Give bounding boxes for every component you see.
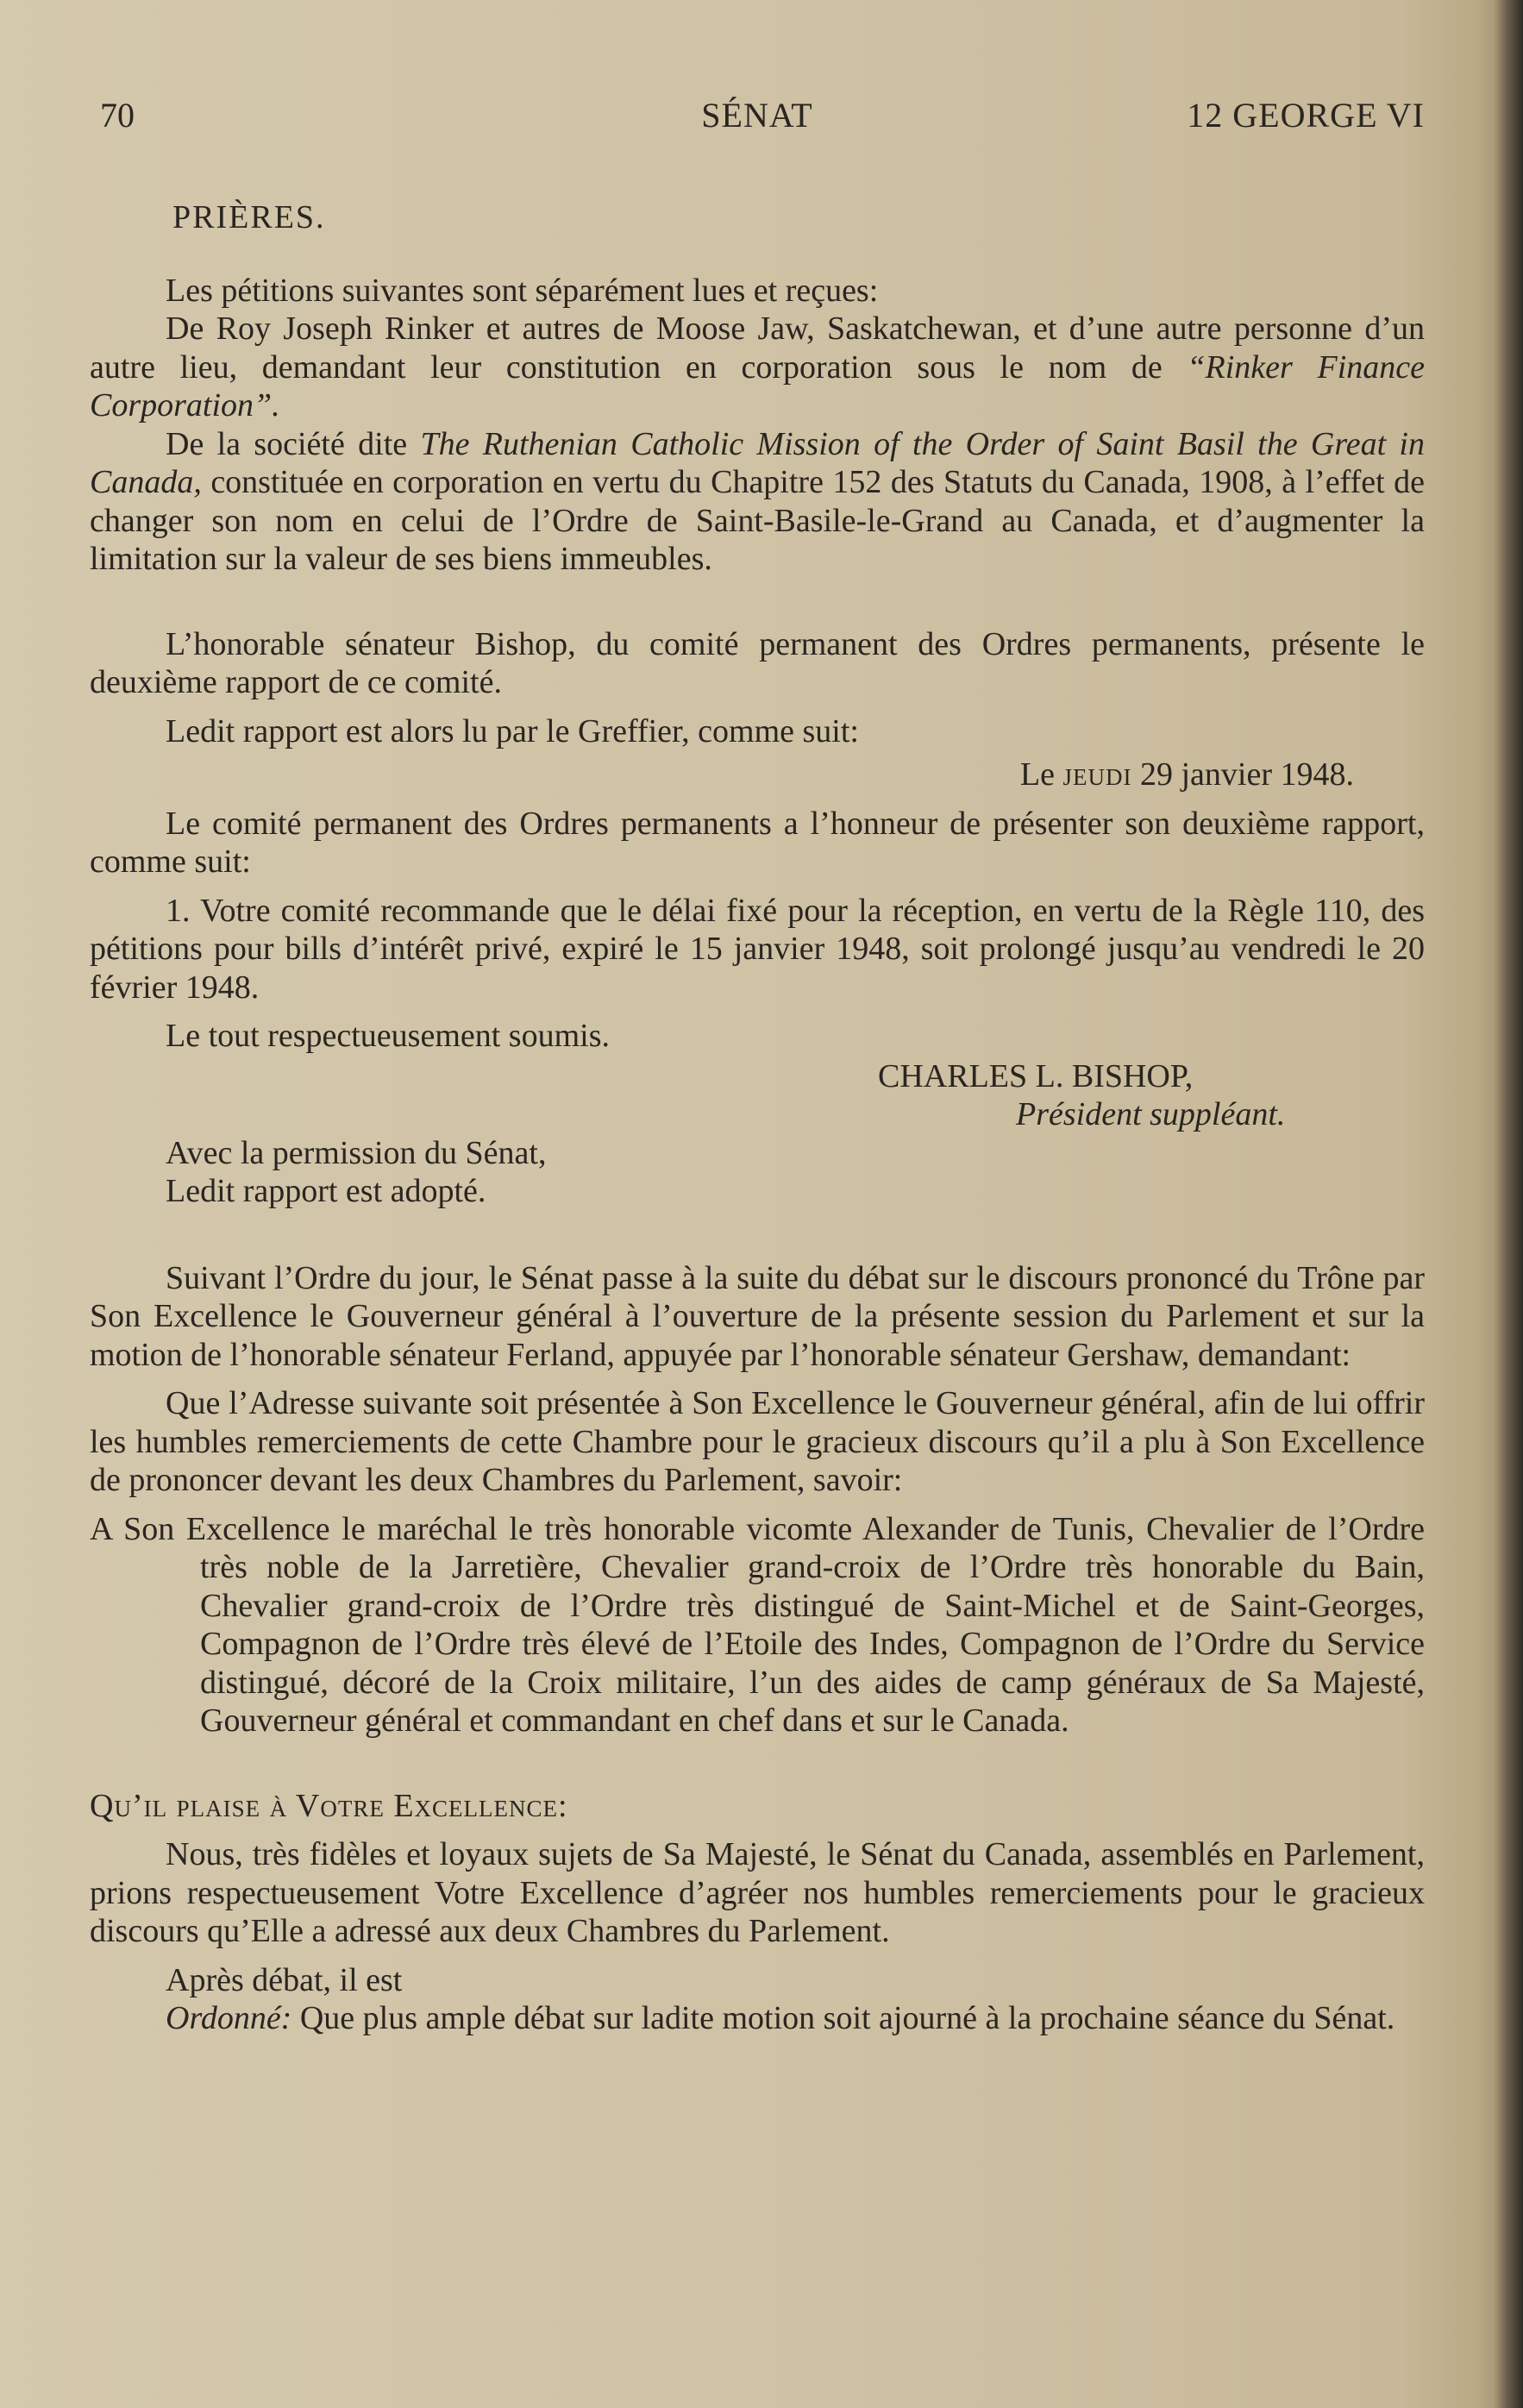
report-signature [90,1057,1425,1134]
signatory-title: Président suppléant. [1016,1096,1286,1132]
petition-ruthenian-start: De la société dite [166,425,421,462]
petition-rinker [90,310,1425,425]
report-permission: Avec la permission du Sénat, [166,1134,547,1171]
page-content [90,90,1425,2038]
report-adopted: Ledit rapport est adopté. [166,1173,486,1209]
petition-rinker-text: De Roy Joseph Rinker et autres de Moose Jaw, Saskatchewan, et d’une autre personne d’un autre lieu, demandant leur constitution en corporation sous le nom de [90,310,1425,386]
signatory-title-wrap [878,1095,1425,1134]
signatory-name: CHARLES L. BISHOP, [878,1057,1194,1094]
report-read: Ledit rapport est alors lu par le Greffier, comme suit: [166,712,859,749]
debate-intro: Suivant l’Ordre du jour, le Sénat passe à la suite du débat sur le discours prononcé du Trône par Son Excellence le Gouverneur général à l’ouverture de la présente session du Parlement et sur la motion de l’honorable sénateur Ferland, appuyée par l’honorable sénateur Gershaw, demandant: [90,1259,1425,1373]
petition-rinker-name: “Rinker Finance Corporation”. [90,348,1425,423]
petition-ruthenian-end: constituée en corporation en vertu du Chapitre 152 des Statuts du Canada, 1908, à l’effet de changer son nom en celui de l’Ordre de Saint-Basile-le-Grand au Canada, et d’augmenter la limitation sur la valeur de ses biens immeubles. [90,464,1425,577]
report-date [90,756,1425,794]
running-header [90,90,1425,145]
salutation: Qu’il plaise à Votre Excellence: [90,1787,568,1824]
page-number: 70 [100,96,135,135]
petition-ruthenian [90,425,1425,579]
header-title: SÉNAT [701,96,813,135]
book-binding-edge [1492,0,1523,2408]
petitions-intro: Les pétitions suivantes sont séparément lues et reçues: [166,272,879,309]
report-body: Le comité permanent des Ordres permanents a l’honneur de présenter son deuxième rapport, comme suit: [90,805,1425,880]
ordered-label: Ordonné: [166,2000,292,2036]
senate-reply: Nous, très fidèles et loyaux sujets de Sa Majesté, le Sénat du Canada, assemblés en Parlement, prions respectueusement Votre Excellence d’agréer nos humbles remerciements pour le gracieux discours qu’Elle a adressé aux deux Chambres du Parlement. [90,1836,1425,1949]
report-item-1: 1. Votre comité recommande que le délai fixé pour la réception, en vertu de la Règle 110, des pétitions pour bills d’intérêt privé, expiré le 15 janvier 1948, soit prolongé jusqu’au vendredi le 20 février 1948. [90,892,1425,1006]
after-debate: Après débat, il est [166,1961,403,1998]
header-regnal-year: 12 GEORGE VI [1187,96,1425,135]
order-adjourn [90,1999,1425,2038]
debate-motion: Que l’Adresse suivante soit présentée à Son Excellence le Gouverneur général, afin de lui offrir les humbles remerciements de cette Chambre pour le gracieux discours qu’il a plu à Son Excellence de prononcer devant les deux Chambres du Parlement, savoir: [90,1385,1425,1498]
section-heading-prieres: PRIÈRES. [172,199,326,235]
report-date-day: jeudi [1062,756,1132,793]
petition-ruthenian-name: The Ruthenian Catholic Mission of the Order of Saint Basil the Great in Canada, [90,425,1425,500]
address-to-governor: A Son Excellence le maréchal le très honorable vicomte Alexander de Tunis, Chevalier de l’Ordre très noble de la Jarretière, Chevalier grand-croix de l’Ordre très honorable du Bain, Chevalier grand-croix de l’Ordre très distingué de Saint-Michel et de Saint-Georges, Compagnon de l’Ordre très élevé de l’Etoile des Indes, Compagnon de l’Ordre du Service distingué, décoré de la Croix militaire, l’un des aides de camp généraux de Sa Majesté, Gouverneur général et commandant en chef dans et sur le Canada. [90,1510,1425,1739]
report-presentation: L’honorable sénateur Bishop, du comité permanent des Ordres permanents, présente le deuxième rapport de ce comité. [90,625,1425,700]
report-date-prefix: Le [1019,756,1063,793]
report-date-rest: 29 janvier 1948. [1131,756,1354,793]
ordered-text: Que plus ample débat sur ladite motion soit ajourné à la prochaine séance du Sénat. [291,2000,1395,2036]
report-closing: Le tout respectueusement soumis. [166,1018,610,1054]
